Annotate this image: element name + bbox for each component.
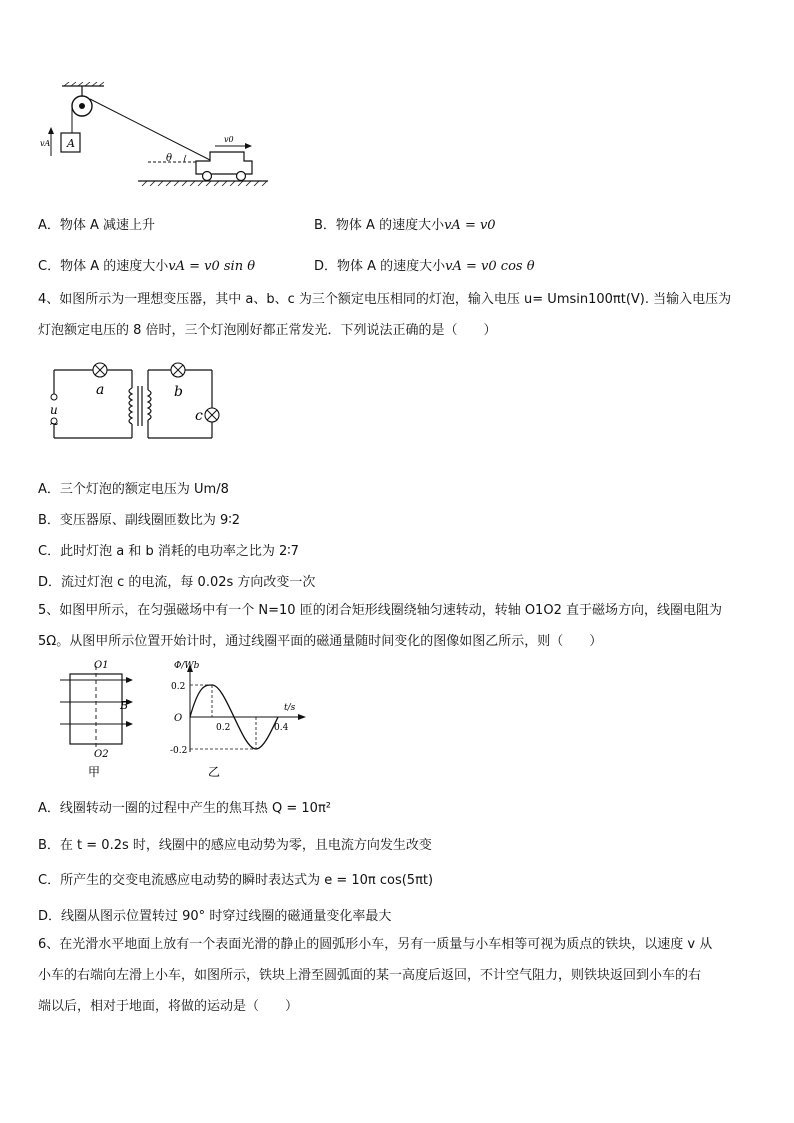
phi-axis-label: Φ/Wb bbox=[174, 661, 200, 671]
va-label: vA bbox=[40, 139, 51, 148]
v0-label: v0 bbox=[224, 135, 234, 144]
y-tick-bottom: -0.2 bbox=[170, 746, 188, 756]
q4-option-d[interactable]: D．流过灯泡 c 的电流，每 0.02s 方向改变一次 bbox=[38, 575, 316, 590]
q4-option-a[interactable]: A．三个灯泡的额定电压为 Um/8 bbox=[38, 482, 229, 497]
lamp-b-label: b bbox=[174, 384, 183, 400]
o1-label: O1 bbox=[94, 660, 109, 671]
transformer-circuit-figure bbox=[40, 358, 230, 450]
b-field-label: B bbox=[120, 699, 129, 712]
q4-option-b[interactable]: B．变压器原、副线圈匝数比为 9∶2 bbox=[38, 513, 240, 528]
lamp-c-label: c bbox=[195, 408, 203, 424]
q4-stem-line-2: 灯泡额定电压的 8 倍时，三个灯泡刚好都正常发光．下列说法正确的是（ ） bbox=[38, 323, 497, 338]
q5-option-b[interactable]: B．在 t = 0.2s 时，线圈中的感应电动势为零，且电流方向发生改变 bbox=[38, 838, 432, 853]
q5-stem-line-2: 5Ω。从图甲所示位置开始计时，通过线圈平面的磁通量随时间变化的图像如图乙所示，则（ ） bbox=[38, 634, 603, 649]
ac-tilde-label: ~ bbox=[49, 417, 60, 431]
q3-option-b[interactable] bbox=[314, 214, 496, 233]
flux-time-graph bbox=[170, 660, 310, 782]
q3-option-d-formula: vA = v0 cos θ bbox=[445, 259, 535, 274]
q6-stem-line-2: 小车的右端向左滑上小车，如图所示，铁块上滑至圆弧面的某一高度后返回，不计空气阻力，则铁块返回到小车的右 bbox=[38, 968, 702, 983]
theta-label: θ bbox=[166, 153, 173, 164]
q3-option-d-text: D．物体 A 的速度大小 bbox=[314, 259, 446, 274]
q3-option-b-formula: vA = v0 bbox=[444, 218, 496, 233]
lamp-a-label: a bbox=[96, 382, 105, 398]
coil-in-field-figure bbox=[58, 658, 138, 780]
y-tick-top: 0.2 bbox=[171, 682, 186, 692]
q3-option-c[interactable] bbox=[38, 255, 255, 274]
q4-stem-line-1: 4、如图所示为一理想变压器，其中 a、b、c 为三个额定电压相同的灯泡，输入电压 u= Umsin100πt(V). 当输入电压为 bbox=[38, 292, 732, 307]
input-u-label: u bbox=[50, 403, 58, 417]
figure-jia-caption: 甲 bbox=[88, 765, 101, 779]
q5-stem-line-1: 5、如图甲所示，在匀强磁场中有一个 N=10 匝的闭合矩形线圈绕轴匀速转动，转轴 O1O2 直于磁场方向，线圈电阻为 bbox=[38, 603, 722, 618]
block-A-label: A bbox=[67, 137, 75, 150]
q6-stem-line-3: 端以后，相对于地面，将做的运动是（ ） bbox=[38, 999, 299, 1014]
q3-option-a[interactable]: A．物体 A 减速上升 bbox=[38, 218, 156, 233]
q3-option-b-text: B．物体 A 的速度大小 bbox=[314, 218, 445, 233]
o2-label: O2 bbox=[94, 749, 109, 760]
q3-option-c-text: C．物体 A 的速度大小 bbox=[38, 259, 169, 274]
q5-option-a[interactable]: A．线圈转动一圈的过程中产生的焦耳热 Q = 10π² bbox=[38, 801, 331, 816]
q3-option-c-formula: vA = v0 sin θ bbox=[168, 259, 256, 274]
q5-option-d[interactable]: D．线圈从图示位置转过 90° 时穿过线圈的磁通量变化率最大 bbox=[38, 909, 392, 924]
figure-yi-caption: 乙 bbox=[208, 765, 221, 779]
t-axis-label: t/s bbox=[284, 703, 296, 713]
q6-stem-line-1: 6、在光滑水平地面上放有一个表面光滑的静止的圆弧形小车，另有一质量与小车相等可视为质点的铁块，以速度 v 从 bbox=[38, 937, 713, 952]
pulley-car-figure bbox=[38, 82, 268, 190]
q4-option-c[interactable]: C．此时灯泡 a 和 b 消耗的电功率之比为 2∶7 bbox=[38, 544, 299, 559]
q5-option-c[interactable]: C．所产生的交变电流感应电动势的瞬时表达式为 e = 10π cos(5πt) bbox=[38, 873, 434, 888]
x-tick-end: 0.4 bbox=[274, 723, 289, 733]
origin-label: O bbox=[174, 713, 183, 724]
q3-option-d[interactable] bbox=[314, 255, 535, 274]
x-tick-mid: 0.2 bbox=[216, 723, 231, 733]
